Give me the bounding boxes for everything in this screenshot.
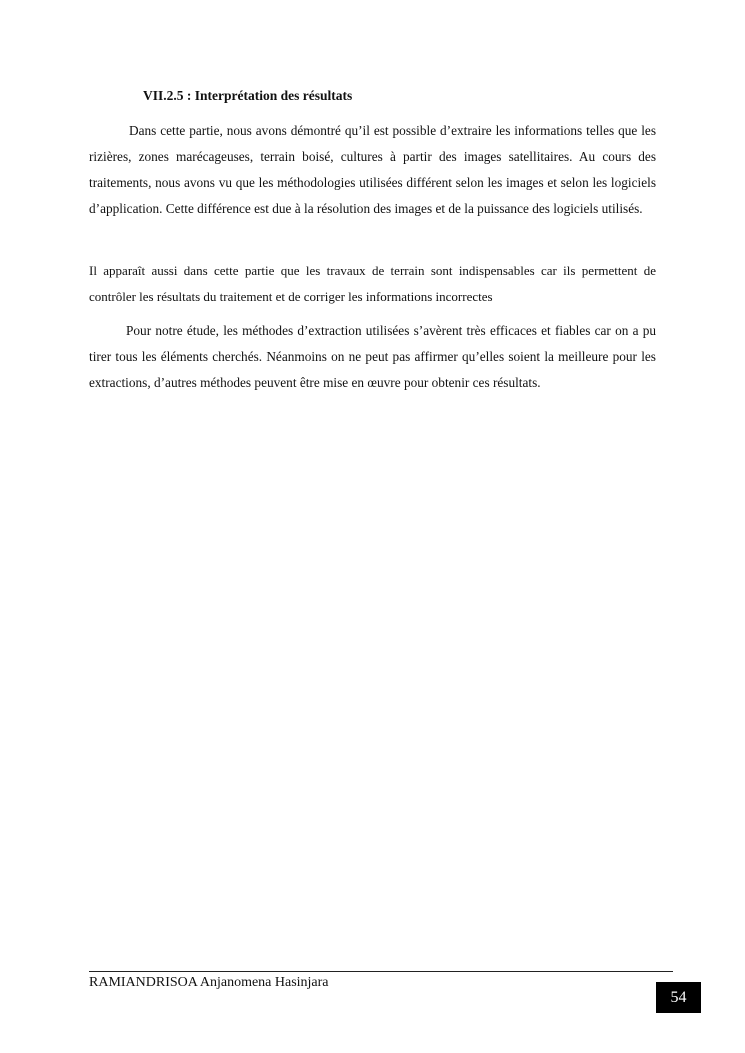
paragraph-field-work: Il apparaît aussi dans cette partie que les travaux de terrain sont indispensables car ils permettent de contrôler les résultats du traitement et de corriger les informations incorrectes bbox=[89, 263, 656, 304]
section-heading: VII.2.5 : Interprétation des résultats bbox=[143, 88, 353, 103]
paragraph-interpretation: Dans cette partie, nous avons démontré qu’il est possible d’extraire les informations telles que les rizières, zones marécageuses, terrain boisé, cultures à partir des images satellitaires. Au cours des traitements, nous avons vu que les méthodologies utilisées différent selon les images et selon les logiciels d’application. Cette différence est due à la résolution des images et de la puissance des logiciels utilisés. bbox=[89, 123, 656, 216]
footer-divider bbox=[89, 971, 673, 972]
paragraph-methods-evaluation: Pour notre étude, les méthodes d’extraction utilisées s’avèrent très efficaces et fiables car on a pu tirer tous les éléments cherchés. Néanmoins on ne peut pas affirmer qu’elles soient la meilleure pour les extractions, d’autres méthodes peuvent être mise en œuvre pour obtenir ces résultats. bbox=[89, 323, 656, 390]
page-number-badge bbox=[656, 982, 701, 1013]
page-number: 54 bbox=[670, 988, 687, 1006]
footer-author-name: RAMIANDRISOA Anjanomena Hasinjara bbox=[89, 975, 329, 990]
